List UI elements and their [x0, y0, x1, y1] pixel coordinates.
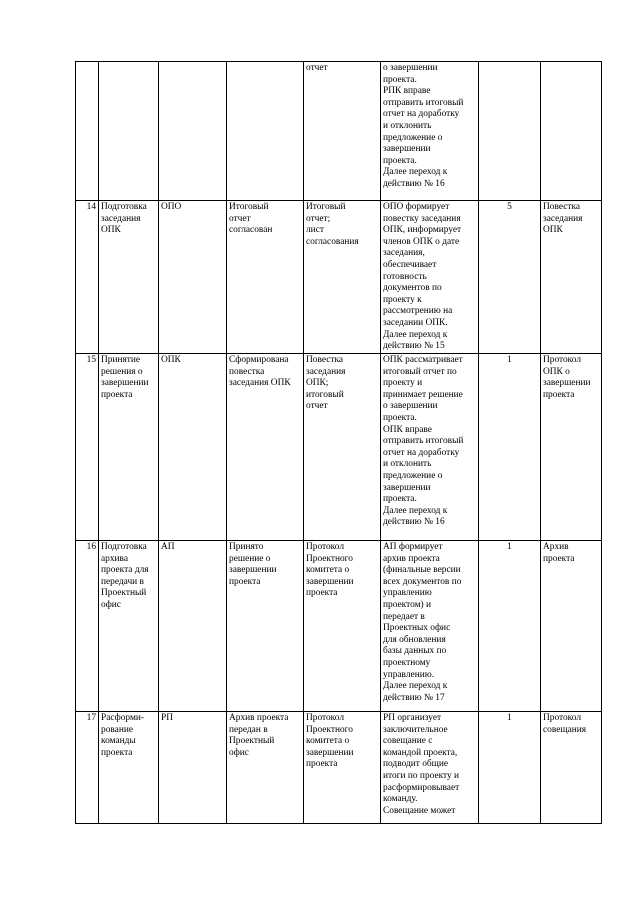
cell-text-line: передан в — [229, 724, 268, 735]
process-table — [75, 61, 602, 824]
cell-text: 1 — [507, 542, 512, 552]
cell-text-line: ОПК о — [543, 366, 570, 377]
cell-text-line: Протокол — [306, 713, 345, 723]
cell-text-line: завершении — [383, 144, 431, 155]
cell-text-line: проекта — [543, 389, 575, 400]
cell-text-line: передает в — [383, 611, 425, 622]
cell-text-line: Далее переход к — [383, 681, 448, 692]
cell-text-line: заседании ОПК. — [383, 317, 448, 328]
cell-text-line: команду. — [383, 794, 418, 805]
cell-text-line: Проектный — [229, 736, 275, 747]
precondition-cell — [227, 201, 304, 354]
table-row — [76, 712, 602, 824]
cell-text-line: предложение о — [383, 470, 443, 481]
cell-text-line: проекта — [101, 747, 133, 758]
cell-text-line: завершении — [383, 482, 431, 493]
cell-text-line: совещание с — [383, 736, 433, 747]
cell-text-line: ОПК; — [306, 378, 329, 389]
cell-text-line: о завершении — [383, 63, 438, 73]
cell-text-line: Подготовка — [101, 202, 147, 212]
input-documents-cell — [304, 712, 381, 824]
cell-text-line: командой проекта, — [383, 747, 458, 758]
cell-text-line: проекта. — [383, 494, 417, 505]
cell-text-line: Архив проекта — [229, 713, 289, 723]
cell-text-line: отчет; — [306, 213, 331, 224]
description-cell — [381, 541, 479, 712]
cell-text-line: команды — [101, 736, 136, 747]
step-number-cell — [76, 62, 99, 201]
cell-text-line: итоги по проекту и — [383, 770, 460, 781]
precondition-cell — [227, 62, 304, 201]
cell-text-line: отчет на доработку — [383, 109, 460, 120]
cell-text-line: проекту к — [383, 294, 422, 305]
table-row — [76, 354, 602, 541]
input-documents-cell — [304, 201, 381, 354]
cell-text-line: архива — [101, 553, 129, 564]
cell-text-line: проекта. — [383, 412, 417, 423]
cell-text: 14 — [86, 202, 96, 212]
cell-text-line: Повестка — [306, 355, 344, 365]
cell-text-line: о завершении — [383, 401, 438, 412]
cell-text-line: ОПО формирует — [383, 202, 450, 212]
output-documents-cell — [541, 354, 602, 541]
cell-text-line: заседания — [543, 213, 583, 224]
cell-text-line: ОПК — [161, 355, 181, 365]
cell-text-line: согласован — [229, 225, 273, 236]
cell-text-line: Протокол — [543, 713, 582, 723]
cell-text-line: архив проекта — [383, 553, 440, 564]
cell-text-line: ОПК рассматривает — [383, 355, 463, 365]
cell-text-line: повестку заседания — [383, 213, 461, 224]
step-number-cell — [76, 201, 99, 354]
cell-text-line: отправить итоговый — [383, 97, 464, 108]
cell-text-line: Протокол — [306, 542, 345, 552]
cell-text-line: заседания, — [383, 248, 425, 259]
cell-text-line: расформировывает — [383, 782, 460, 793]
cell-text-line: готовность — [383, 271, 427, 282]
cell-text-line: всех документов по — [383, 576, 462, 587]
cell-text-line: ОПК, информирует — [383, 225, 462, 236]
cell-text-line: Далее переход к — [383, 329, 448, 340]
responsible-cell — [159, 62, 227, 201]
duration-cell — [479, 712, 541, 824]
cell-text-line: действию № 17 — [383, 692, 445, 703]
cell-text-line: проекта. — [383, 74, 417, 85]
cell-text-line: Проектных офис — [383, 623, 451, 634]
cell-text-line: проекта для — [101, 565, 149, 576]
cell-text-line: членов ОПК о дате — [383, 236, 460, 247]
responsible-cell — [159, 201, 227, 354]
cell-text-line: Протокол — [543, 355, 582, 365]
cell-text-line: действию № 16 — [383, 178, 445, 189]
cell-text-line: итоговый отчет по — [383, 366, 457, 377]
cell-text-line: действию № 15 — [383, 341, 445, 352]
description-cell — [381, 201, 479, 354]
cell-text-line: завершении — [543, 378, 591, 389]
cell-text-line: предложение о — [383, 132, 443, 143]
cell-text-line: проекта — [543, 553, 575, 564]
responsible-cell — [159, 712, 227, 824]
cell-text-line: принимает решение — [383, 389, 463, 400]
cell-text-line: ОПК — [101, 225, 121, 236]
cell-text-line: заседания ОПК — [229, 378, 291, 389]
cell-text-line: действию № 16 — [383, 517, 445, 528]
cell-text-line: повестка — [229, 366, 265, 377]
cell-text-line: управлению. — [383, 669, 435, 680]
cell-text-line: комитета о — [306, 736, 350, 747]
cell-text-line: Проектного — [306, 553, 353, 564]
cell-text-line: Повестка — [543, 202, 581, 212]
cell-text-line: согласования — [306, 236, 359, 247]
cell-text: 1 — [507, 713, 512, 723]
description-cell — [381, 62, 479, 201]
input-documents-cell — [304, 62, 381, 201]
responsible-cell — [159, 354, 227, 541]
cell-text-line: АП — [161, 542, 175, 552]
cell-text-line: заседания — [306, 366, 346, 377]
cell-text-line: Принятие — [101, 355, 141, 365]
cell-text-line: ОПК вправе — [383, 424, 432, 435]
cell-text-line: подводит общие — [383, 759, 449, 770]
cell-text-line: отправить итоговый — [383, 436, 464, 447]
cell-text-line: Проектного — [306, 724, 353, 735]
cell-text-line: Итоговый — [229, 202, 269, 212]
stage-cell — [99, 541, 159, 712]
cell-text-line: проекта — [306, 588, 338, 599]
cell-text-line: Далее переход к — [383, 167, 448, 178]
cell-text-line: офис — [229, 747, 249, 758]
cell-text-line: передачи в — [101, 576, 144, 587]
cell-text: 5 — [507, 202, 512, 212]
table-row — [76, 541, 602, 712]
cell-text-line: совещания — [543, 724, 587, 735]
cell-text-line: Далее переход к — [383, 505, 448, 516]
cell-text-line: отчет — [229, 213, 251, 224]
description-cell — [381, 712, 479, 824]
cell-text-line: и отклонить — [383, 459, 432, 470]
stage-cell — [99, 62, 159, 201]
precondition-cell — [227, 712, 304, 824]
cell-text-line: Сформирована — [229, 355, 289, 365]
output-documents-cell — [541, 62, 602, 201]
cell-text-line: проекта — [101, 389, 133, 400]
cell-text-line: ОПО — [161, 202, 182, 212]
cell-text-line: проекта — [306, 759, 338, 770]
stage-cell — [99, 201, 159, 354]
cell-text-line: Расформи- — [101, 713, 145, 723]
cell-text-line: РП — [161, 713, 173, 723]
output-documents-cell — [541, 712, 602, 824]
cell-text-line: Совещание может — [383, 805, 456, 816]
duration-cell — [479, 541, 541, 712]
stage-cell — [99, 354, 159, 541]
cell-text-line: и отклонить — [383, 120, 432, 131]
duration-cell — [479, 354, 541, 541]
cell-text-line: завершении — [101, 378, 149, 389]
cell-text-line: рассмотрению на — [383, 306, 453, 317]
duration-cell — [479, 201, 541, 354]
cell-text-line: решение о — [229, 553, 271, 564]
cell-text-line: РП организует — [383, 713, 442, 723]
cell-text-line: отчет — [306, 401, 328, 412]
cell-text: 16 — [86, 542, 96, 552]
cell-text-line: проекту и — [383, 378, 423, 389]
cell-text-line: Архив — [543, 542, 569, 552]
input-documents-cell — [304, 541, 381, 712]
precondition-cell — [227, 541, 304, 712]
cell-text-line: итоговый — [306, 389, 344, 400]
cell-text: 1 — [507, 355, 512, 365]
responsible-cell — [159, 541, 227, 712]
cell-text: 17 — [86, 713, 96, 723]
cell-text-line: документов по — [383, 283, 442, 294]
cell-text-line: отчет — [306, 63, 328, 73]
cell-text: 15 — [86, 355, 96, 365]
step-number-cell — [76, 354, 99, 541]
cell-text-line: АП формирует — [383, 542, 443, 552]
output-documents-cell — [541, 201, 602, 354]
cell-text-line: проектному — [383, 657, 431, 668]
cell-text-line: управлению — [383, 588, 432, 599]
table-row — [76, 62, 602, 201]
cell-text-line: Подготовка — [101, 542, 147, 552]
output-documents-cell — [541, 541, 602, 712]
description-cell — [381, 354, 479, 541]
cell-text-line: для обновления — [383, 634, 446, 645]
input-documents-cell — [304, 354, 381, 541]
cell-text-line: РПК вправе — [383, 86, 431, 97]
cell-text-line: заседания — [101, 213, 141, 224]
cell-text-line: решения о — [101, 366, 143, 377]
precondition-cell — [227, 354, 304, 541]
cell-text-line: завершении — [306, 747, 354, 758]
cell-text-line: завершении — [306, 576, 354, 587]
cell-text-line: базы данных по — [383, 646, 447, 657]
cell-text-line: рование — [101, 724, 134, 735]
cell-text-line: проекта. — [383, 155, 417, 166]
cell-text-line: Итоговый — [306, 202, 346, 212]
cell-text-line: офис — [101, 599, 121, 610]
cell-text-line: Проектный — [101, 588, 147, 599]
cell-text-line: комитета о — [306, 565, 350, 576]
cell-text-line: проектом) и — [383, 599, 431, 610]
cell-text-line: заключительное — [383, 724, 448, 735]
cell-text-line: Принято — [229, 542, 264, 552]
cell-text-line: проекта — [229, 576, 261, 587]
step-number-cell — [76, 541, 99, 712]
cell-text-line: (финальные версии — [383, 565, 461, 576]
stage-cell — [99, 712, 159, 824]
duration-cell — [479, 62, 541, 201]
cell-text-line: обеспечивает — [383, 259, 437, 270]
cell-text-line: лист — [306, 225, 324, 236]
table-row — [76, 201, 602, 354]
cell-text-line: ОПК — [543, 225, 563, 236]
step-number-cell — [76, 712, 99, 824]
cell-text-line: отчет на доработку — [383, 447, 460, 458]
cell-text-line: завершении — [229, 565, 277, 576]
